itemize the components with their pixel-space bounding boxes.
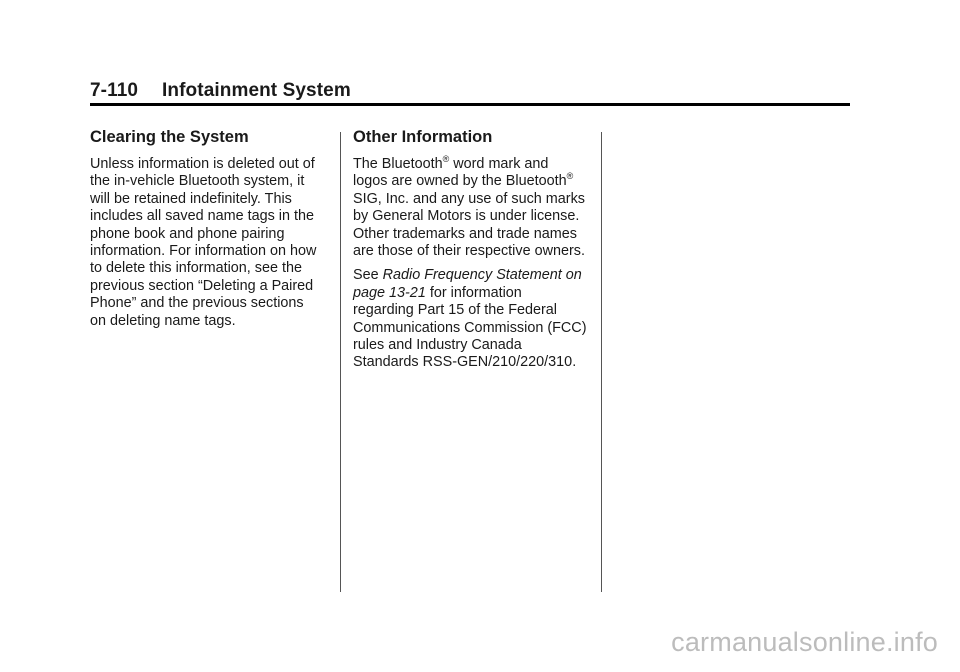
clearing-line: includes all saved name tags in the <box>90 208 314 225</box>
text-run: by General Motors is under license. <box>353 208 580 225</box>
text-run: Other trademarks and trade names <box>353 225 577 242</box>
other-information-section <box>353 126 593 379</box>
text-run: Communications Commission (FCC) <box>353 319 587 336</box>
trademark-paragraph <box>353 156 593 260</box>
text-run: rules and Industry Canada <box>353 337 522 354</box>
clearing-paragraph <box>90 156 326 330</box>
clearing-line: on deleting name tags. <box>90 312 236 329</box>
radio-frequency-reference-link[interactable]: page 13-21 <box>353 284 426 301</box>
clearing-heading: Clearing the System <box>90 128 249 146</box>
clearing-line: Unless information is deleted out of <box>90 156 315 172</box>
text-run: See <box>353 267 383 284</box>
section-title: Infotainment System <box>162 80 351 101</box>
clearing-line: to delete this information, see the <box>90 260 302 277</box>
page-number: 7-110 <box>90 80 139 101</box>
text-run: Standards RSS-GEN/210/220/310. <box>353 354 577 371</box>
column-divider <box>601 132 602 592</box>
column-divider <box>340 132 341 592</box>
registered-mark: ® <box>566 171 574 182</box>
text-run: regarding Part 15 of the Federal <box>353 302 557 319</box>
clearing-line: information. For information on how <box>90 243 317 260</box>
other-information-heading: Other Information <box>353 128 493 146</box>
clearing-line: phone book and phone pairing <box>90 225 285 242</box>
radio-frequency-reference-link[interactable]: Radio Frequency Statement on <box>382 267 582 284</box>
registered-mark: ® <box>442 154 450 165</box>
fcc-paragraph <box>353 267 593 371</box>
header-rule <box>90 103 850 106</box>
watermark: carmanualsonline.info <box>671 627 938 657</box>
clearing-line: the in-vehicle Bluetooth system, it <box>90 173 305 190</box>
clearing-line: will be retained indefinitely. This <box>90 190 292 207</box>
text-run: SIG, Inc. and any use of such marks <box>353 190 585 207</box>
clearing-line: previous section “Deleting a Paired <box>90 277 314 294</box>
text-run: are those of their respective owners. <box>353 243 585 260</box>
text-run: for information <box>425 284 522 301</box>
clearing-section <box>90 126 326 337</box>
text-run: The Bluetooth <box>353 156 443 172</box>
clearing-line: Phone” and the previous sections <box>90 295 304 312</box>
text-run: word mark and <box>449 156 549 172</box>
page-header <box>90 80 351 102</box>
text-run: logos are owned by the Bluetooth <box>353 173 567 190</box>
